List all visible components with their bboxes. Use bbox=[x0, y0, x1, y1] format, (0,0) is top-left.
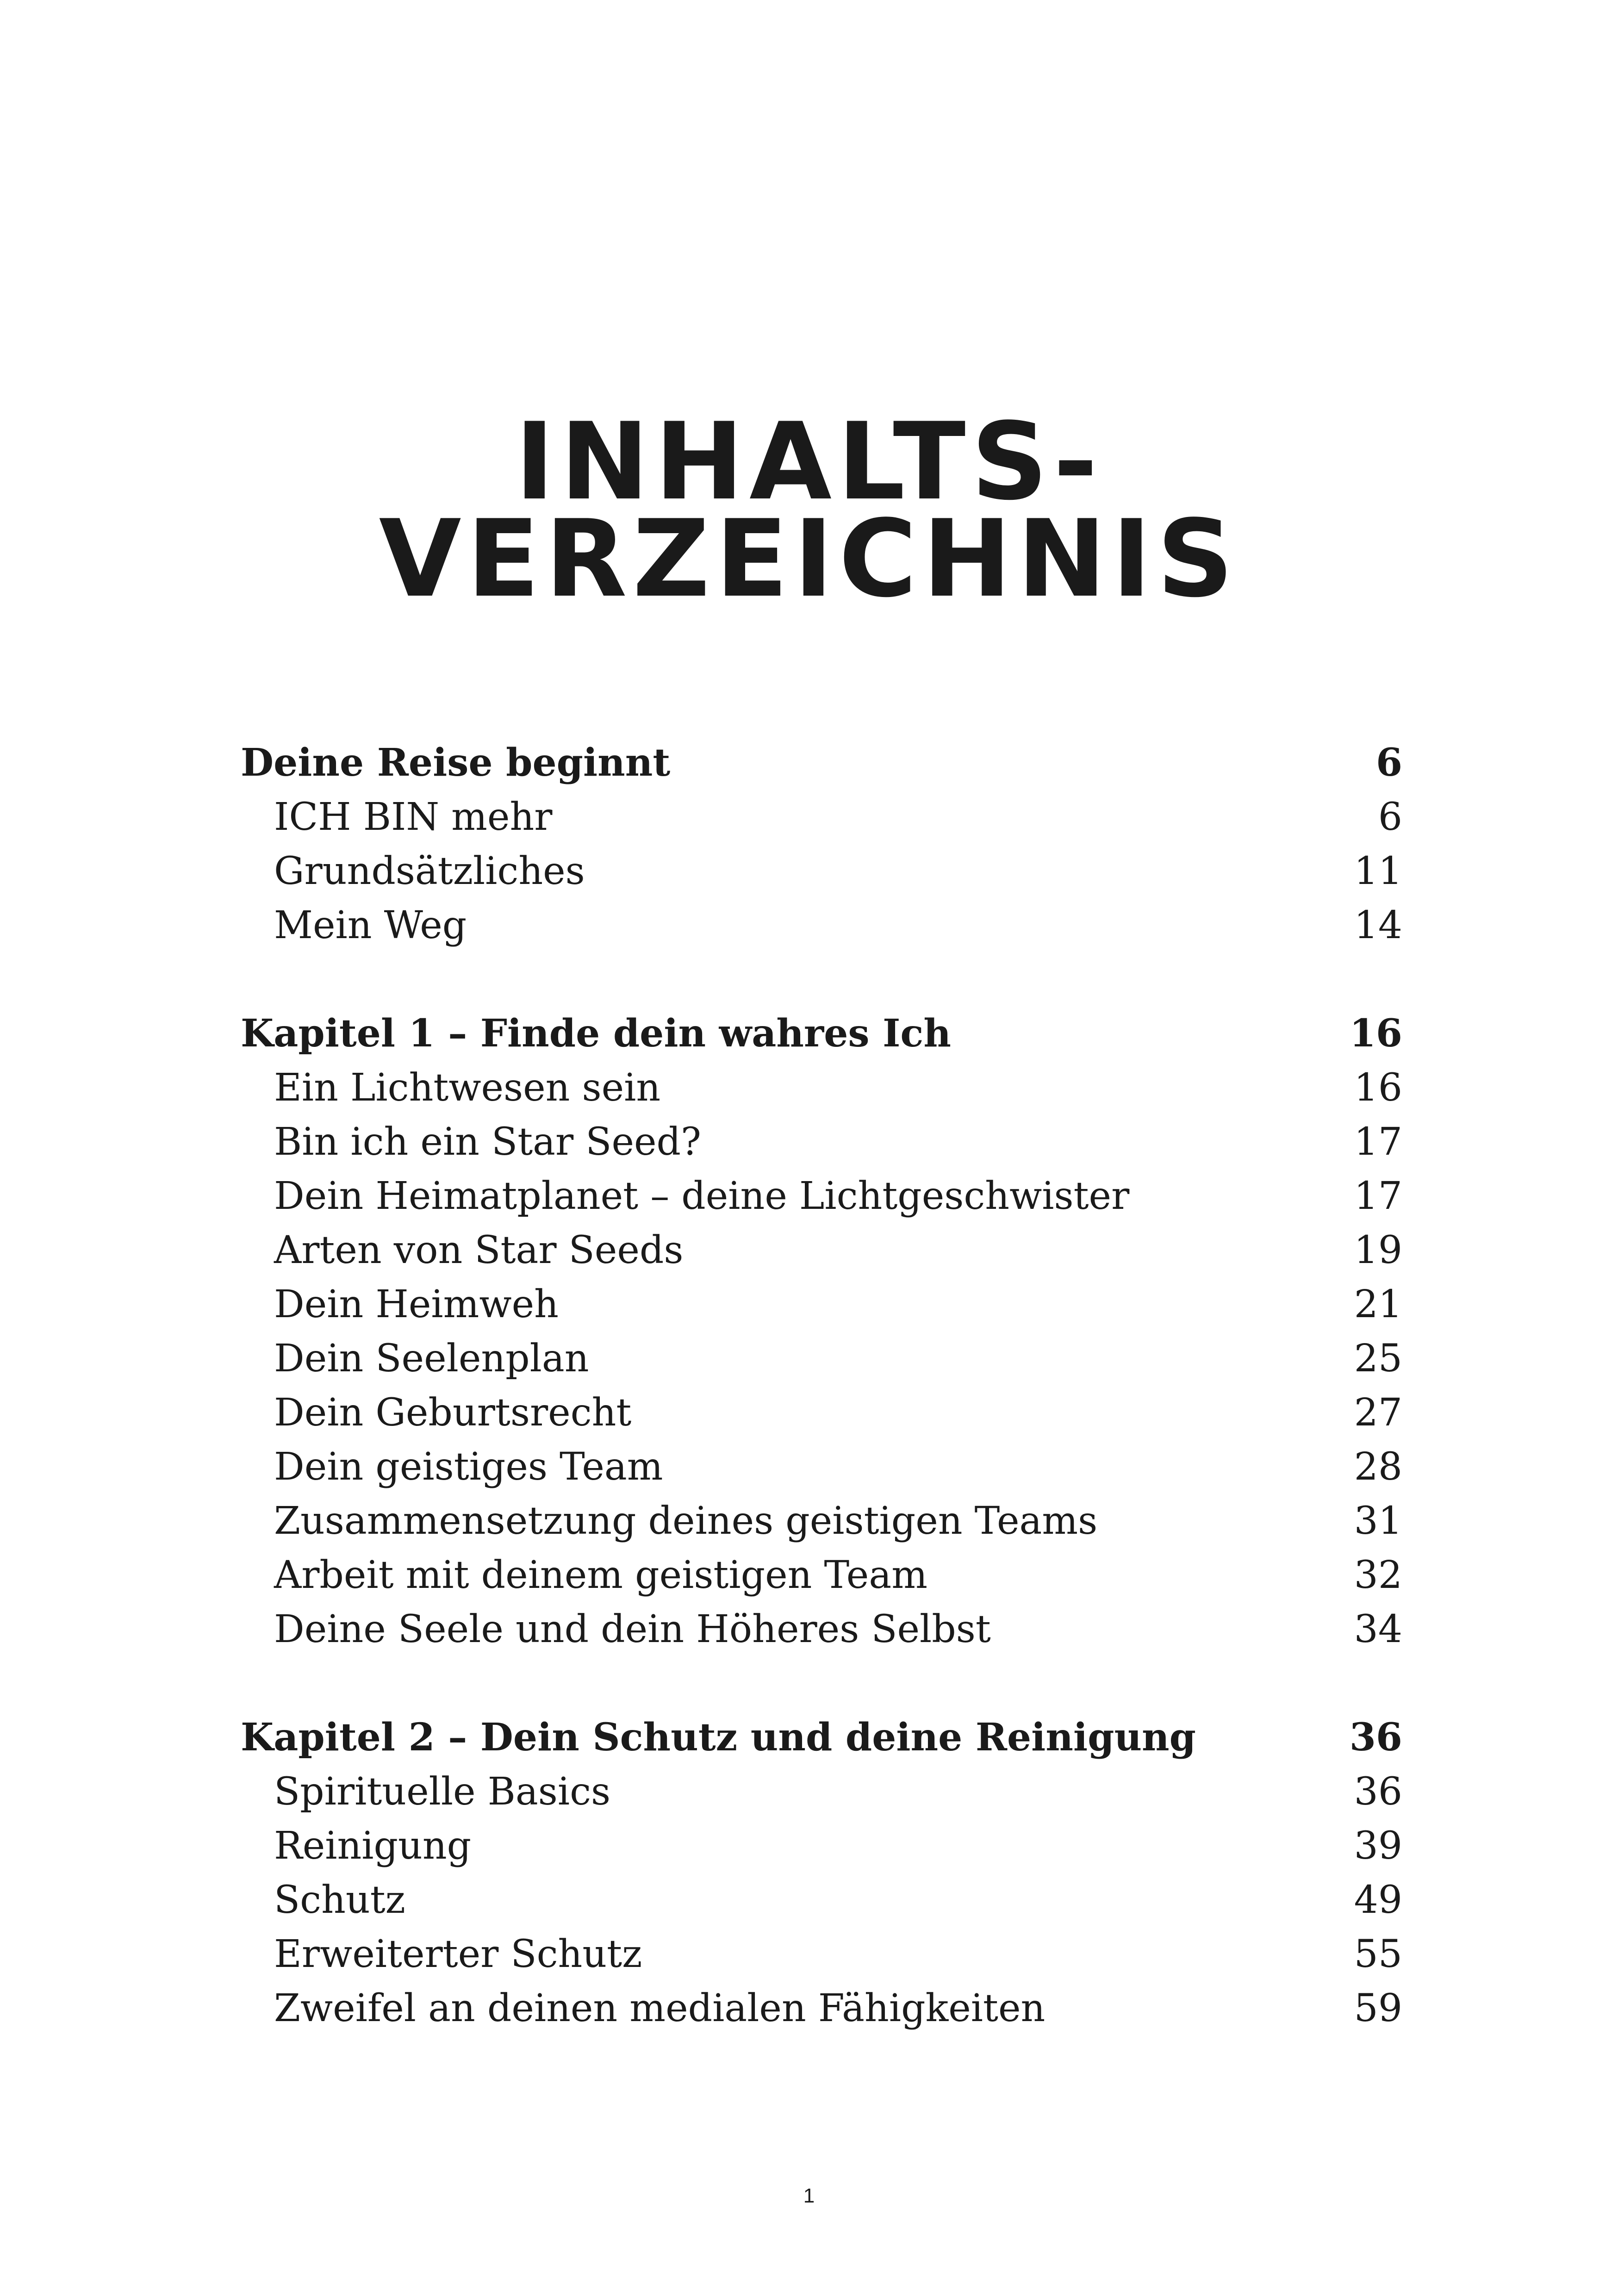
toc-entry-title: Dein Heimweh bbox=[274, 1282, 559, 1326]
toc-entry-page: 39 bbox=[1354, 1824, 1402, 1868]
toc-entry-page: 34 bbox=[1354, 1607, 1402, 1651]
toc-entry[interactable] bbox=[241, 790, 1402, 844]
toc-entry-title: Zweifel an deinen medialen Fähigkeiten bbox=[274, 1986, 1045, 2030]
toc-chapter-title: Deine Reise beginnt bbox=[241, 740, 671, 785]
title-line-2: VERZEICHNIS bbox=[379, 498, 1239, 622]
toc-entry-title: Dein Heimatplanet – deine Lichtgeschwister bbox=[274, 1174, 1130, 1218]
toc-entry-page: 16 bbox=[1354, 1066, 1402, 1110]
toc-entry-page: 14 bbox=[1354, 903, 1402, 947]
toc-chapter-page: 6 bbox=[1375, 740, 1402, 785]
toc-entry[interactable] bbox=[241, 1440, 1402, 1494]
toc-entry-title: Bin ich ein Star Seed? bbox=[274, 1120, 701, 1164]
toc-entry-page: 6 bbox=[1378, 795, 1402, 839]
toc-entry-title: Dein Seelenplan bbox=[274, 1337, 589, 1381]
toc-chapter-page: 36 bbox=[1349, 1715, 1402, 1760]
toc-entry-title: Arbeit mit deinem geistigen Team bbox=[274, 1553, 927, 1597]
toc-entry-title: Erweiterter Schutz bbox=[274, 1932, 642, 1976]
toc-entry[interactable] bbox=[241, 1386, 1402, 1440]
toc-entry[interactable] bbox=[241, 1873, 1402, 1927]
toc-chapter-page: 16 bbox=[1349, 1011, 1402, 1056]
toc-entry-title: Mein Weg bbox=[274, 903, 467, 947]
toc-chapter-title: Kapitel 2 – Dein Schutz und deine Reinigung bbox=[241, 1715, 1196, 1760]
toc-entry-page: 17 bbox=[1354, 1120, 1402, 1164]
toc-entry-title: ICH BIN mehr bbox=[274, 795, 553, 839]
toc-entry-page: 32 bbox=[1354, 1553, 1402, 1597]
toc-entry-page: 11 bbox=[1354, 849, 1402, 893]
toc-chapter[interactable] bbox=[241, 736, 1402, 790]
toc-entry-page: 21 bbox=[1354, 1282, 1402, 1326]
toc-entry[interactable] bbox=[241, 1223, 1402, 1277]
toc-entry-title: Reinigung bbox=[274, 1824, 472, 1868]
toc-entry-page: 17 bbox=[1354, 1174, 1402, 1218]
toc-chapter[interactable] bbox=[241, 1007, 1402, 1061]
toc-entry[interactable] bbox=[241, 1332, 1402, 1386]
toc-entry-title: Zusammensetzung deines geistigen Teams bbox=[274, 1499, 1098, 1543]
toc-entry[interactable] bbox=[241, 1115, 1402, 1169]
toc-entry[interactable] bbox=[241, 1602, 1402, 1656]
toc-entry[interactable] bbox=[241, 1169, 1402, 1223]
toc-entry[interactable] bbox=[241, 1277, 1402, 1332]
toc-entry-title: Schutz bbox=[274, 1878, 405, 1922]
page-title bbox=[0, 400, 1618, 622]
toc-entry-page: 36 bbox=[1354, 1770, 1402, 1814]
toc-entry-page: 25 bbox=[1354, 1337, 1402, 1381]
toc-entry-page: 27 bbox=[1354, 1391, 1402, 1435]
toc-entry[interactable] bbox=[241, 1061, 1402, 1115]
toc-entry[interactable] bbox=[241, 1548, 1402, 1602]
toc-entry-page: 19 bbox=[1354, 1228, 1402, 1272]
toc-entry-page: 49 bbox=[1354, 1878, 1402, 1922]
toc-section-chapter-1 bbox=[241, 1007, 1402, 1656]
toc-entry[interactable] bbox=[241, 1981, 1402, 2035]
toc-entry-title: Spirituelle Basics bbox=[274, 1770, 611, 1814]
table-of-contents bbox=[241, 736, 1402, 2090]
toc-entry[interactable] bbox=[241, 1494, 1402, 1548]
toc-section-chapter-2 bbox=[241, 1711, 1402, 2035]
toc-entry[interactable] bbox=[241, 844, 1402, 898]
toc-entry[interactable] bbox=[241, 1927, 1402, 1981]
toc-entry-title: Dein geistiges Team bbox=[274, 1445, 663, 1489]
toc-entry-page: 59 bbox=[1354, 1986, 1402, 2030]
toc-entry-page: 31 bbox=[1354, 1499, 1402, 1543]
toc-entry-page: 55 bbox=[1354, 1932, 1402, 1976]
title-line-1: INHALTS- bbox=[515, 400, 1103, 524]
toc-entry-title: Grundsätzliches bbox=[274, 849, 585, 893]
toc-entry-title: Deine Seele und dein Höheres Selbst bbox=[274, 1607, 991, 1651]
toc-entry-title: Ein Lichtwesen sein bbox=[274, 1066, 661, 1110]
toc-entry-page: 28 bbox=[1354, 1445, 1402, 1489]
page-number: 1 bbox=[803, 2184, 815, 2207]
toc-chapter[interactable] bbox=[241, 1711, 1402, 1765]
toc-entry[interactable] bbox=[241, 1819, 1402, 1873]
toc-entry-title: Arten von Star Seeds bbox=[274, 1228, 684, 1272]
toc-section-intro bbox=[241, 736, 1402, 952]
toc-entry[interactable] bbox=[241, 898, 1402, 952]
toc-entry-title: Dein Geburtsrecht bbox=[274, 1391, 632, 1435]
toc-entry[interactable] bbox=[241, 1765, 1402, 1819]
toc-chapter-title: Kapitel 1 – Finde dein wahres Ich bbox=[241, 1011, 951, 1056]
